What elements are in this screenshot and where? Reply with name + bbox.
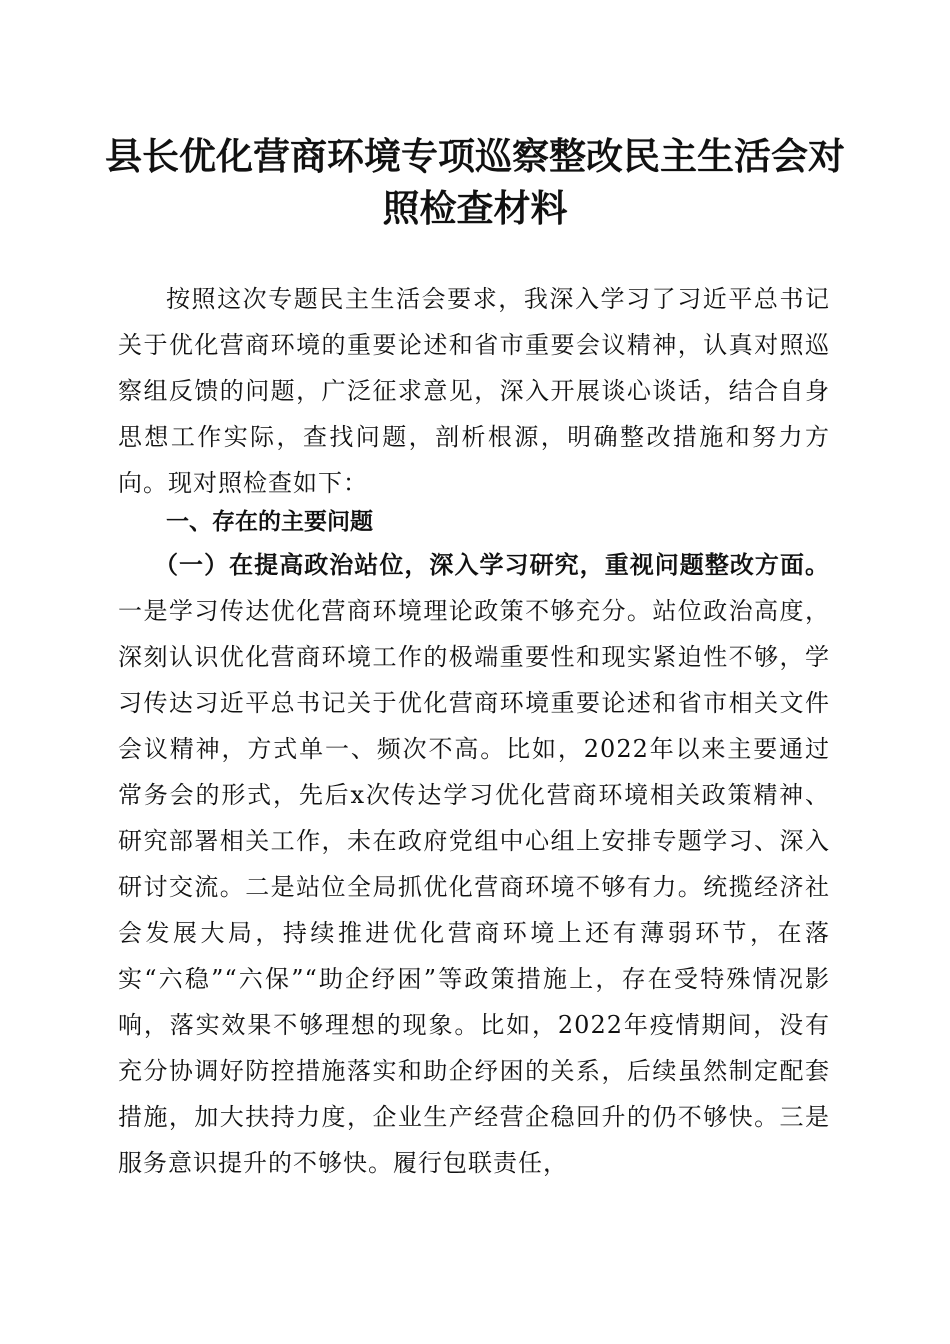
title-line-2: 照检查材料 [382, 186, 568, 230]
document-title [100, 130, 850, 234]
subsection-heading-1: （一）在提高政治站位，深入学习研究，重视问题整改方面。 [154, 550, 830, 579]
subsection-paragraph-1 [118, 542, 830, 1186]
title-line-1: 县长优化营商环境专项巡察整改民主生活会对 [105, 134, 845, 178]
subsection-body-1: 一是学习传达优化营商环境理论政策不够充分。站位政治高度，深刻认识优化营商环境工作的极端重要性和现实紧迫性不够，学习传达习近平总书记关于优化营商环境重要论述和省市相关文件会议精神，方式单一、频次不高。比如，2022年以来主要通过常务会的形式，先后x次传达学习优化营商环境相关政策精神、研究部署相关工作，未在政府党组中心组上安排专题学习、深入研讨交流。二是站位全局抓优化营商环境不够有力。统揽经济社会发展大局，持续推进优化营商环境上还有薄弱环节，在落实“六稳”“六保”“助企纾困”等政策措施上，存在受特殊情况影响，落实效果不够理想的现象。比如，2022年疫情期间，没有充分协调好防控措施落实和助企纾困的关系，后续虽然制定配套措施，加大扶持力度，企业生产经营企稳回升的仍不够快。三是服务意识提升的不够快。履行包联责任， [118, 597, 830, 1177]
section-heading-1: 一、存在的主要问题 [166, 509, 373, 535]
intro-paragraph: 按照这次专题民主生活会要求，我深入学习了习近平总书记关于优化营商环境的重要论述和省市重要会议精神，认真对照巡察组反馈的问题，广泛征求意见，深入开展谈心谈话，结合自身思想工作实际，查找问题，剖析根源，明确整改措施和努力方向。现对照检查如下： [118, 285, 830, 497]
